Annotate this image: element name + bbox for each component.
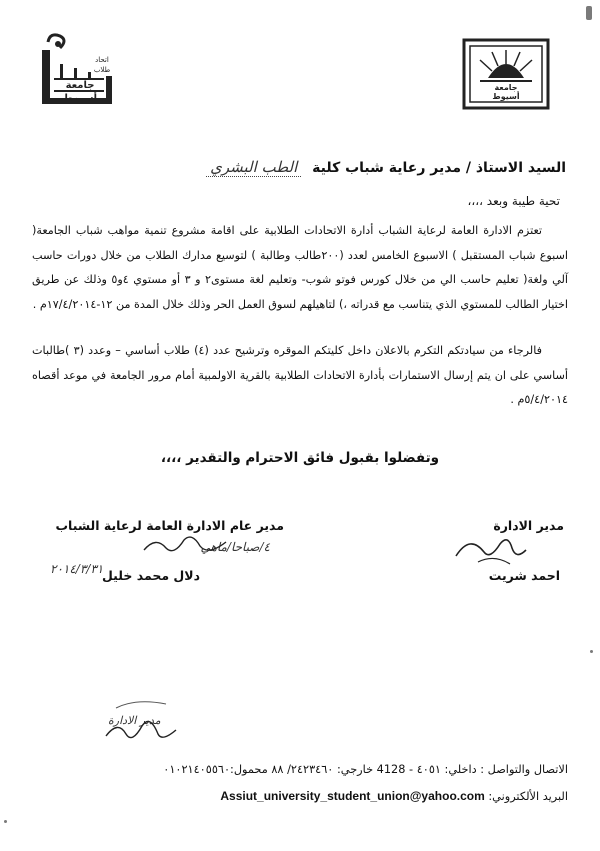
footer-contact: الاتصال والتواصل : داخلي: ٤٠٥١ - 4128 خارجي: ٢٤٢٣٤٦٠/ ٨٨ محمول:٠١٠٢١٤٠٥٥٦٠ [163,763,568,776]
signature-left-title: مدير عام الادارة العامة لرعاية الشباب [55,518,284,533]
logo-text-assiut: أسيوط [492,92,520,101]
footer-email: Assiut_university_student_union@yahoo.com [220,789,485,803]
logo-text-students: طلاب [93,66,111,74]
body-paragraph-1: تعتزم الادارة العامة لرعاية الشباب أدارة الاتحادات الطلابية على اقامة مشروع تنمية مواهب شباب الجامعة( اسبوع شباب المستقبل ) الاسبوع الخامس لعدد (٢٠٠طالب وطالبة ) لتوسيع مدارك الطلاب من خلال دورات حاسب آلي ولغة( تعليم حاسب الي من خلال كورس فوتو شوب- وتعليم لغة مستوى٢ و ٣ أو مستوي ٤و٥ وذلك عن طريق اختيار الطالب للمستوي الذي يتناسب مع قدراته ،) لتاهيلهم لسوق العمل الحر وذلك خلال المدة من ١٢-١٧/٤/٢٠١٤م . [32,224,569,311]
student-union-logo [30,28,130,110]
body-paragraph-2: فالرجاء من سيادتكم التكرم بالاعلان داخل كليتكم الموقره وترشيح عدد (٤) طلاب أساسي – وعدد (٣ )طالبات أساسي على ان يتم إرسال الاستمارات بأدارة الاتحادات الطلابية بالقرية الاولمبية أمام مرور الجامعة في موعد أقصاه ٥/٤/٢٠١٤م . [32,344,568,406]
logo-text-university: جامعة [494,83,518,92]
signature-left-scribble [140,530,230,560]
university-logo [462,38,550,110]
bottom-handwritten-note: مدير الادارة [108,714,161,727]
footer-email-line [22,789,568,803]
closing-salutation: وتفضلوا بقبول فائق الاحترام والتقدير ،،،، [160,450,440,466]
signature-right-name: احمد شريت [488,568,560,583]
greeting: تحية طيبة وبعد ،،،، [467,194,560,208]
bottom-handwritten-scribble [96,690,186,750]
signature-right-scribble [450,530,530,570]
signature-handwritten-date: ٢٠١٤/٣/٣١ [50,562,104,576]
signature-left-name: دلال محمد خليل [102,568,200,583]
logo-text-union: اتحاد [95,56,109,64]
scan-speck [590,650,593,653]
logo-text-assiut: أسيوط [63,93,97,104]
addressee-faculty-handwritten: الطب البشري [206,158,301,177]
logo-text-university: جامعة [65,80,95,91]
scan-mark [586,6,592,20]
footer-email-label: البريد الألكتروني: [488,790,568,803]
addressee-printed: السيد الاستاذ / مدير رعاية شباب كلية [312,160,566,176]
scan-speck [4,820,7,823]
signature-right-title: مدير الادارة [493,518,564,533]
signature-handwritten-note: ٤/صباحا/ماهي [200,540,270,554]
addressee-line [46,158,566,176]
